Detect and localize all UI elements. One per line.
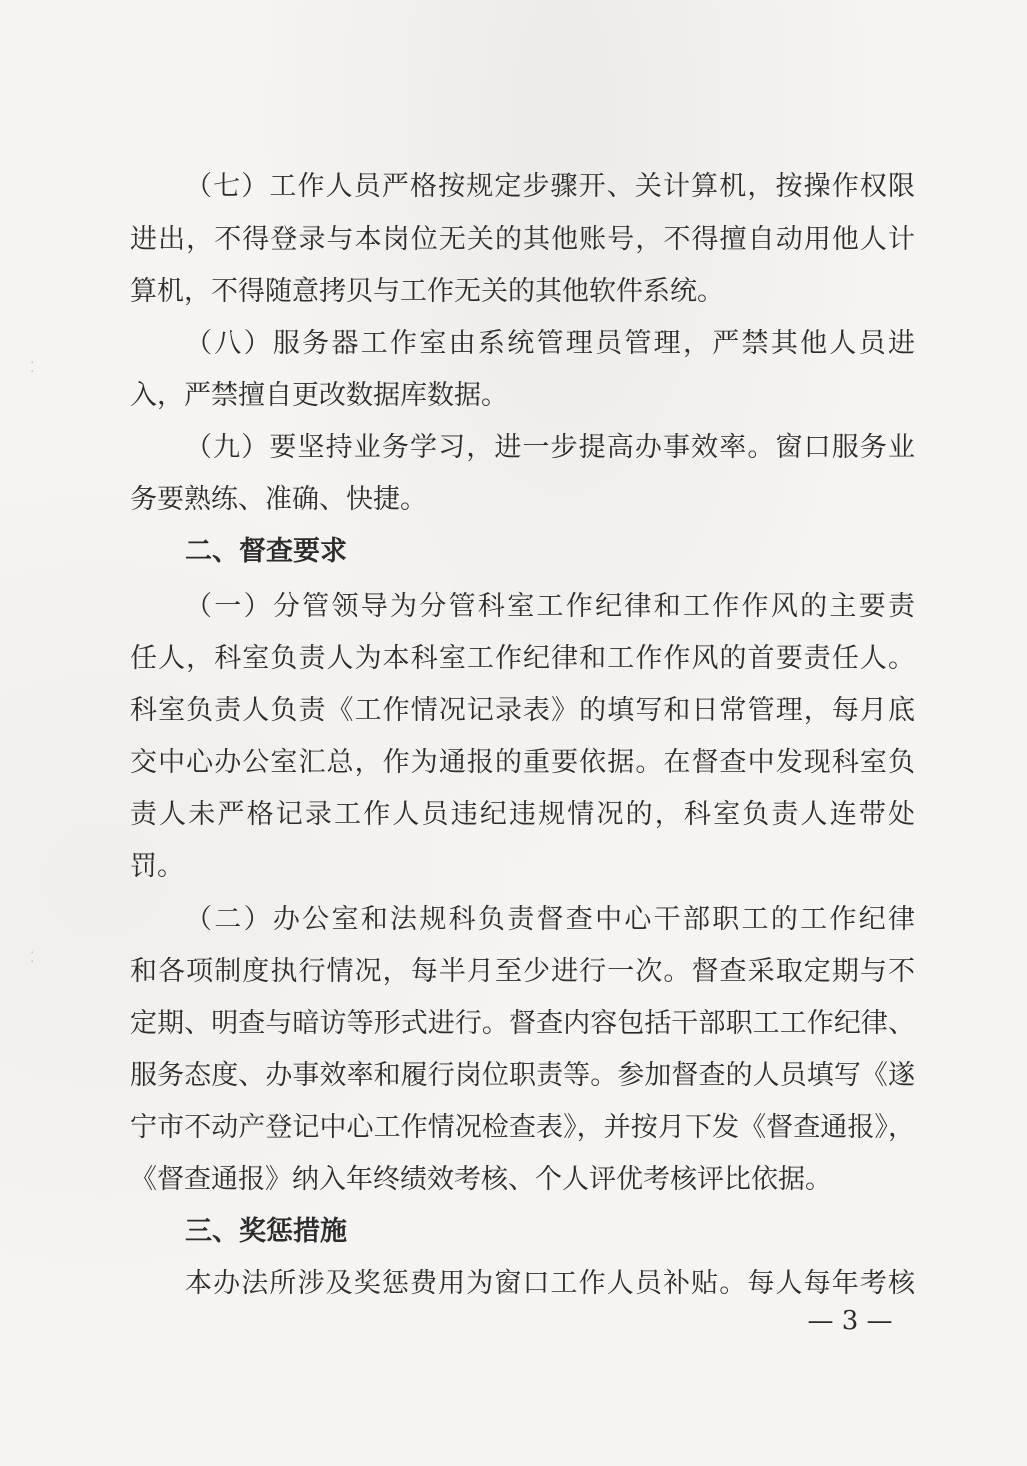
text-line: 《督查通报》纳入年终绩效考核、个人评优考核评比依据。	[130, 1164, 832, 1195]
section-heading: 二、督查要求	[185, 536, 347, 567]
text-line: 宁市不动产登记中心工作情况检查表》，并按月下发《督查通报》，	[130, 1112, 915, 1143]
text-line: 罚。	[130, 851, 184, 882]
text-line: 入，严禁擅自更改数据库数据。	[130, 380, 508, 411]
text-line: （二）办公室和法规科负责督查中心干部职工的工作纪律	[185, 904, 915, 935]
text-line: 和各项制度执行情况，每半月至少进行一次。督查采取定期与不	[130, 956, 915, 987]
text-line: 任人，科室负责人为本科室工作纪律和工作作风的首要责任人。	[130, 643, 915, 674]
binding-mark: ⁚	[30, 950, 35, 966]
text-line: （一）分管领导为分管科室工作纪律和工作作风的主要责	[185, 591, 915, 622]
text-line: （七）工作人员严格按规定步骤开、关计算机，按操作权限	[185, 171, 915, 202]
text-line: （九）要坚持业务学习，进一步提高办事效率。窗口服务业	[185, 432, 915, 463]
text-line: 进出，不得登录与本岗位无关的其他账号，不得擅自动用他人计	[130, 224, 915, 255]
text-line: 责人未严格记录工作人员违纪违规情况的，科室负责人连带处	[130, 799, 915, 830]
text-line: （八）服务器工作室由系统管理员管理，严禁其他人员进	[185, 328, 915, 359]
page-number: — 3 —	[807, 1306, 893, 1336]
text-line: 务要熟练、准确、快捷。	[130, 484, 427, 515]
text-line: 本办法所涉及奖惩费用为窗口工作人员补贴。每人每年考核	[185, 1268, 915, 1299]
text-line: 算机，不得随意拷贝与工作无关的其他软件系统。	[130, 276, 724, 307]
text-line: 定期、明查与暗访等形式进行。督查内容包括干部职工工作纪律、	[130, 1008, 915, 1039]
text-line: 服务态度、办事效率和履行岗位职责等。参加督查的人员填写《遂	[130, 1060, 915, 1091]
binding-mark: ⁚	[30, 360, 35, 376]
text-line: 科室负责人负责《工作情况记录表》的填写和日常管理，每月底	[130, 695, 915, 726]
section-heading: 三、奖惩措施	[185, 1216, 347, 1247]
text-line: 交中心办公室汇总，作为通报的重要依据。在督查中发现科室负	[130, 747, 915, 778]
